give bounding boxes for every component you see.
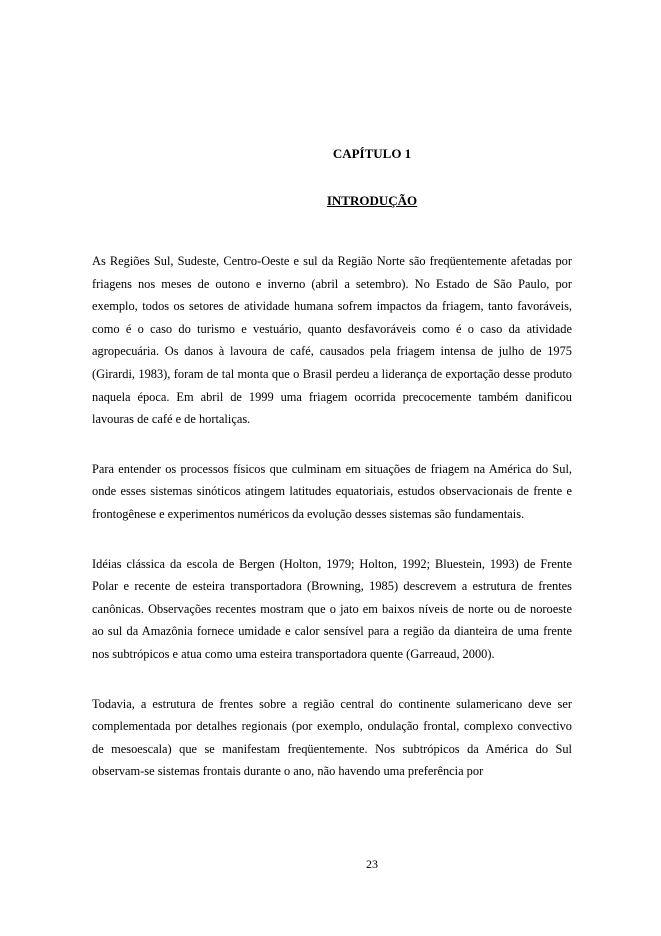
- paragraph: As Regiões Sul, Sudeste, Centro-Oeste e sul da Região Norte são freqüentemente afetadas por friagens nos meses de outono e inverno (abril a setembro). No Estado de São Paulo, por exemplo, todos os setores de atividade humana sofrem impactos da friagem, tanto favoráveis, como é o caso do turismo e vestuário, quanto desfavoráveis como é o caso da atividade agropecuária. Os danos à lavoura de café, causados pela friagem intensa de julho de 1975 (Girardi, 1983), foram de tal monta que o Brasil perdeu a liderança de exportação desse produto naquela época. Em abril de 1999 uma friagem ocorrida precocemente também danificou lavouras de café e de hortaliças.: [92, 254, 572, 427]
- chapter-label: CAPÍTULO 1: [332, 146, 412, 161]
- paragraph: Para entender os processos físicos que culminam em situações de friagem na América do Sul, onde esses sistemas sinóticos atingem latitudes equatoriais, estudos observacionais de frente e frontogênese e experimentos numéricos da evolução desses sistemas são fundamentais.: [92, 461, 572, 521]
- body-text: [92, 250, 572, 810]
- page-number: 23: [366, 857, 378, 871]
- paragraph: Todavia, a estrutura de frentes sobre a região central do continente sulamericano deve ser complementada por detalhes regionais (por exemplo, ondulação frontal, complexo convectivo de mesoescala) que se manifestam freqüentemente. Nos subtrópicos da América do Sul observam-se sistemas frontais durante o ano, não havendo uma preferência por: [92, 696, 572, 779]
- paragraph: Idéias clássica da escola de Bergen (Holton, 1979; Holton, 1992; Bluestein, 1993) de Frente Polar e recente de esteira transportadora (Browning, 1985) descrevem a estrutura de frentes canônicas. Observações recentes mostram que o jato em baixos níveis de norte ou de noroeste ao sul da Amazônia fornece umidade e calor sensível para a região da dianteira de uma frente nos subtrópicos e atua como uma esteira transportadora quente (Garreaud, 2000).: [92, 556, 572, 661]
- section-title: INTRODUÇÃO: [326, 193, 418, 208]
